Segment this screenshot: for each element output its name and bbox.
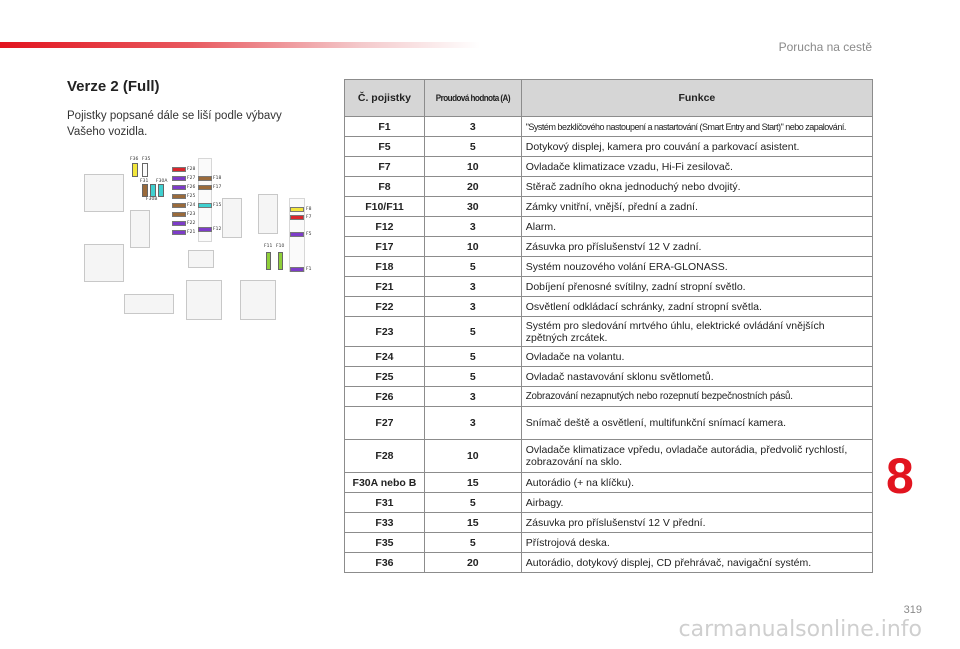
fuse-amperage: 20 [424, 553, 521, 573]
fuse-f7 [290, 215, 304, 220]
fuse-label-f18: F18 [213, 176, 222, 181]
fuse-number: F22 [345, 297, 425, 317]
fuse-f27 [172, 176, 186, 181]
fuse-f30a [150, 184, 156, 197]
table-row [345, 387, 873, 407]
fuse-function: Zásuvka pro příslušenství 12 V přední. [521, 513, 872, 533]
fuse-f5 [290, 232, 304, 237]
fuse-number: F28 [345, 440, 425, 473]
fuse-number: F27 [345, 407, 425, 440]
watermark: carmanualsonline.info [678, 617, 922, 642]
fuse-f24 [172, 203, 186, 208]
fuse-number: F12 [345, 217, 425, 237]
fuse-amperage: 10 [424, 157, 521, 177]
table-row [345, 217, 873, 237]
fuse-number: F5 [345, 137, 425, 157]
fuse-f36 [132, 163, 138, 177]
fuse-label-f10: F10 [276, 244, 285, 249]
relay-block [222, 198, 242, 238]
relay-block [124, 294, 174, 314]
fuse-function: Ovladače klimatizace vzadu, Hi-Fi zesilovač. [521, 157, 872, 177]
table-row [345, 117, 873, 137]
header-fuse-number: Č. pojistky [345, 80, 425, 117]
intro-text: Pojistky popsané dále se liší podle výbavy Vašeho vozidla. [67, 110, 282, 138]
fuse-label-f12: F12 [213, 227, 222, 232]
fuse-number: F10/F11 [345, 197, 425, 217]
table-row [345, 317, 873, 347]
table-row [345, 513, 873, 533]
fuse-f17 [198, 185, 212, 190]
fuse-f12 [198, 227, 212, 232]
fuse-f23 [172, 212, 186, 217]
fuse-function: Stěrač zadního okna jednoduchý nebo dvojitý. [521, 177, 872, 197]
fuse-function: Zobrazování nezapnutých nebo rozepnutí bezpečnostních pásů. [521, 387, 872, 407]
relay-block [188, 250, 214, 268]
fuse-f15 [198, 203, 212, 208]
fuse-amperage: 10 [424, 440, 521, 473]
fuse-number: F17 [345, 237, 425, 257]
fuse-number: F23 [345, 317, 425, 347]
table-row [345, 553, 873, 573]
fuse-amperage: 5 [424, 347, 521, 367]
fuse-f22 [172, 221, 186, 226]
fuse-amperage: 3 [424, 277, 521, 297]
fuse-label-f7: F7 [306, 215, 312, 220]
fuse-amperage: 3 [424, 297, 521, 317]
fuse-label-f8: F8 [306, 207, 312, 212]
fuse-function: Airbagy. [521, 493, 872, 513]
header-accent-bar [0, 42, 480, 48]
fuse-label-f35: F35 [142, 157, 151, 162]
fuse-number: F25 [345, 367, 425, 387]
page-number: 319 [903, 604, 922, 616]
fuse-f8 [290, 207, 304, 212]
table-row [345, 137, 873, 157]
relay-block [84, 244, 124, 282]
fuse-function: "Systém bezklíčového nastoupení a nastartování (Smart Entry and Start)" nebo zapalování. [521, 117, 872, 137]
fuse-amperage: 3 [424, 387, 521, 407]
fuse-number: F31 [345, 493, 425, 513]
fuse-function: Systém nouzového volání ERA-GLONASS. [521, 257, 872, 277]
fuse-number: F1 [345, 117, 425, 137]
fuse-label-f25: F25 [187, 194, 196, 199]
table-row [345, 473, 873, 493]
fuse-label-f28: F28 [187, 167, 196, 172]
fuse-label-f15: F15 [213, 203, 222, 208]
fuse-amperage: 5 [424, 493, 521, 513]
fuse-amperage: 3 [424, 407, 521, 440]
relay-block [240, 280, 276, 320]
header-amperage-text: Proudová hodnota (A) [435, 93, 510, 103]
fuse-amperage: 5 [424, 317, 521, 347]
fuse-table [344, 79, 873, 573]
table-row [345, 493, 873, 513]
fuse-number: F18 [345, 257, 425, 277]
fuse-label-f30a: F30A [156, 179, 168, 184]
fuse-label-f1: F1 [306, 267, 312, 272]
fuse-function: Autorádio, dotykový displej, CD přehrávač, navigační systém. [521, 553, 872, 573]
fuse-number: F21 [345, 277, 425, 297]
table-row [345, 533, 873, 553]
table-row [345, 257, 873, 277]
fuse-function: Snímač deště a osvětlení, multifunkční snímací kamera. [521, 407, 872, 440]
fuse-number: F36 [345, 553, 425, 573]
fuse-f1 [290, 267, 304, 272]
table-row [345, 197, 873, 217]
fuse-function: Osvětlení odkládací schránky, zadní stropní světla. [521, 297, 872, 317]
fuse-box-diagram [82, 154, 322, 329]
fuse-label-f36: F36 [130, 157, 139, 162]
fuse-label-f23: F23 [187, 212, 196, 217]
fuse-label-f24: F24 [187, 203, 196, 208]
relay-block [186, 280, 222, 320]
fuse-amperage: 5 [424, 257, 521, 277]
fuse-number: F24 [345, 347, 425, 367]
fuse-label-f5: F5 [306, 232, 312, 237]
fuse-function: Přístrojová deska. [521, 533, 872, 553]
fuse-function: Zámky vnitřní, vnější, přední a zadní. [521, 197, 872, 217]
fuse-label-f26: F26 [187, 185, 196, 190]
running-head: Porucha na cestě [778, 40, 872, 54]
fuse-function: Alarm. [521, 217, 872, 237]
fuse-label-f21: F21 [187, 230, 196, 235]
fuse-amperage: 5 [424, 367, 521, 387]
header-amperage [424, 80, 521, 117]
header-function: Funkce [521, 80, 872, 117]
fuse-number: F26 [345, 387, 425, 407]
table-row [345, 440, 873, 473]
fuse-amperage: 3 [424, 217, 521, 237]
relay-block [130, 210, 150, 248]
fuse-number: F35 [345, 533, 425, 553]
fuse-f11 [266, 252, 271, 270]
fuse-function: Dobíjení přenosné svítilny, zadní stropní světlo. [521, 277, 872, 297]
table-row [345, 367, 873, 387]
fuse-label-f30b: F30B [146, 197, 158, 202]
table-header-row [345, 80, 873, 117]
table-row [345, 347, 873, 367]
fuse-label-f17: F17 [213, 185, 222, 190]
fuse-amperage: 30 [424, 197, 521, 217]
fuse-f26 [172, 185, 186, 190]
fuse-f35 [142, 163, 148, 177]
fuse-function: Autorádio (+ na klíčku). [521, 473, 872, 493]
fuse-number: F33 [345, 513, 425, 533]
fuse-function: Ovladače na volantu. [521, 347, 872, 367]
fuse-function: Systém pro sledování mrtvého úhlu, elektrické ovládání vnějších zpětných zrcátek. [521, 317, 872, 347]
chapter-number: 8 [886, 448, 914, 504]
table-row [345, 277, 873, 297]
table-row [345, 237, 873, 257]
table-row [345, 177, 873, 197]
fuse-label-f31: F31 [140, 179, 149, 184]
fuse-f10 [278, 252, 283, 270]
fuse-f21 [172, 230, 186, 235]
relay-block [258, 194, 278, 234]
fuse-amperage: 20 [424, 177, 521, 197]
fuse-number: F7 [345, 157, 425, 177]
fuse-number: F30A nebo B [345, 473, 425, 493]
fuse-f28 [172, 167, 186, 172]
fuse-amperage: 15 [424, 513, 521, 533]
fuse-f25 [172, 194, 186, 199]
table-row [345, 157, 873, 177]
section-title: Verze 2 (Full) [67, 78, 160, 95]
fuse-amperage: 5 [424, 533, 521, 553]
table-row [345, 297, 873, 317]
fuse-label-f27: F27 [187, 176, 196, 181]
fuse-f18 [198, 176, 212, 181]
fuse-label-f11: F11 [264, 244, 273, 249]
fuse-f31 [142, 184, 148, 197]
fuse-amperage: 10 [424, 237, 521, 257]
fuse-amperage: 3 [424, 117, 521, 137]
fuse-function: Ovladače klimatizace vpředu, ovladače autorádia, předvolič rychlostí, zobrazování na sklo. [521, 440, 872, 473]
table-row [345, 407, 873, 440]
fuse-label-f22: F22 [187, 221, 196, 226]
fuse-amperage: 5 [424, 137, 521, 157]
fuse-f30b [158, 184, 164, 197]
fuse-amperage: 15 [424, 473, 521, 493]
fuse-function: Ovladač nastavování sklonu světlometů. [521, 367, 872, 387]
fuse-function: Dotykový displej, kamera pro couvání a parkovací asistent. [521, 137, 872, 157]
fuse-number: F8 [345, 177, 425, 197]
fuse-function: Zásuvka pro příslušenství 12 V zadní. [521, 237, 872, 257]
relay-block [84, 174, 124, 212]
